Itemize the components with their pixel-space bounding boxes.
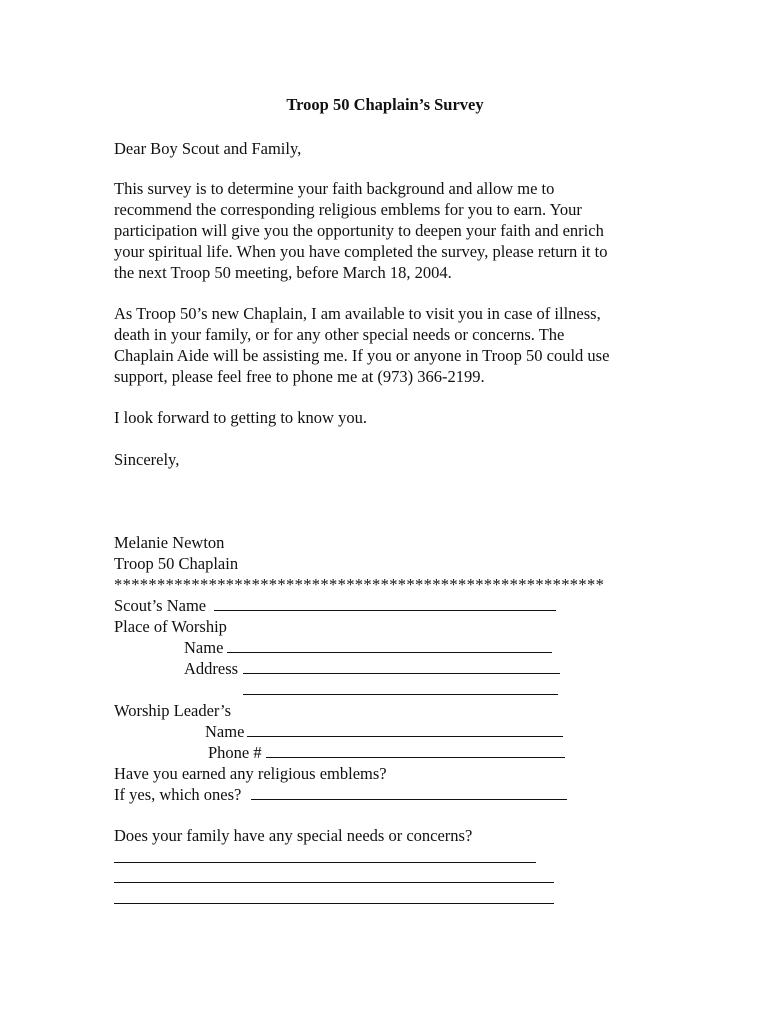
salutation: Dear Boy Scout and Family, [114, 139, 302, 158]
which-ones-label: If yes, which ones? [114, 785, 242, 804]
paragraph-line: death in your family, or for any other special needs or concerns. The [114, 325, 565, 344]
needs-question: Does your family have any special needs or concerns? [114, 826, 473, 845]
closing-line: I look forward to getting to know you. [114, 408, 367, 427]
pow-name-field[interactable] [227, 652, 552, 653]
paragraph-line: As Troop 50’s new Chaplain, I am available to visit you in case of illness, [114, 304, 601, 323]
scout-name-field[interactable] [214, 610, 556, 611]
intro-paragraph [114, 178, 654, 283]
paragraph-line: the next Troop 50 meeting, before March 18, 2004. [114, 263, 452, 282]
scout-name-label: Scout’s Name [114, 596, 207, 615]
leader-name-field[interactable] [247, 736, 563, 737]
separator: ********************************************************* [114, 575, 605, 594]
paragraph-line: recommend the corresponding religious emblems for you to earn. Your [114, 200, 582, 219]
sign-off: Sincerely, [114, 450, 180, 469]
worship-leader-label: Worship Leader’s [114, 701, 232, 720]
signer-title: Troop 50 Chaplain [114, 554, 239, 573]
leader-phone-field[interactable] [266, 757, 565, 758]
paragraph-line: participation will give you the opportunity to deepen your faith and enrich [114, 221, 604, 240]
needs-answer-line-3[interactable] [114, 903, 554, 904]
place-of-worship-label: Place of Worship [114, 617, 227, 636]
paragraph-line: your spiritual life. When you have completed the survey, please return it to [114, 242, 608, 261]
needs-answer-line-1[interactable] [114, 862, 536, 863]
pow-name-label: Name [184, 638, 224, 657]
chaplain-paragraph [114, 303, 654, 387]
signer-name: Melanie Newton [114, 533, 225, 552]
leader-name-label: Name [205, 722, 245, 741]
pow-address-field-2[interactable] [243, 694, 558, 695]
paragraph-line: support, please feel free to phone me at (973) 366-2199. [114, 367, 485, 386]
leader-phone-label: Phone # [208, 743, 262, 762]
page-title: Troop 50 Chaplain’s Survey [286, 95, 484, 114]
pow-address-field[interactable] [243, 673, 560, 674]
paragraph-line: This survey is to determine your faith background and allow me to [114, 179, 555, 198]
pow-address-label: Address [184, 659, 239, 678]
which-ones-field[interactable] [251, 799, 567, 800]
needs-answer-line-2[interactable] [114, 882, 554, 883]
emblems-question: Have you earned any religious emblems? [114, 764, 387, 783]
paragraph-line: Chaplain Aide will be assisting me. If you or anyone in Troop 50 could use [114, 346, 610, 365]
